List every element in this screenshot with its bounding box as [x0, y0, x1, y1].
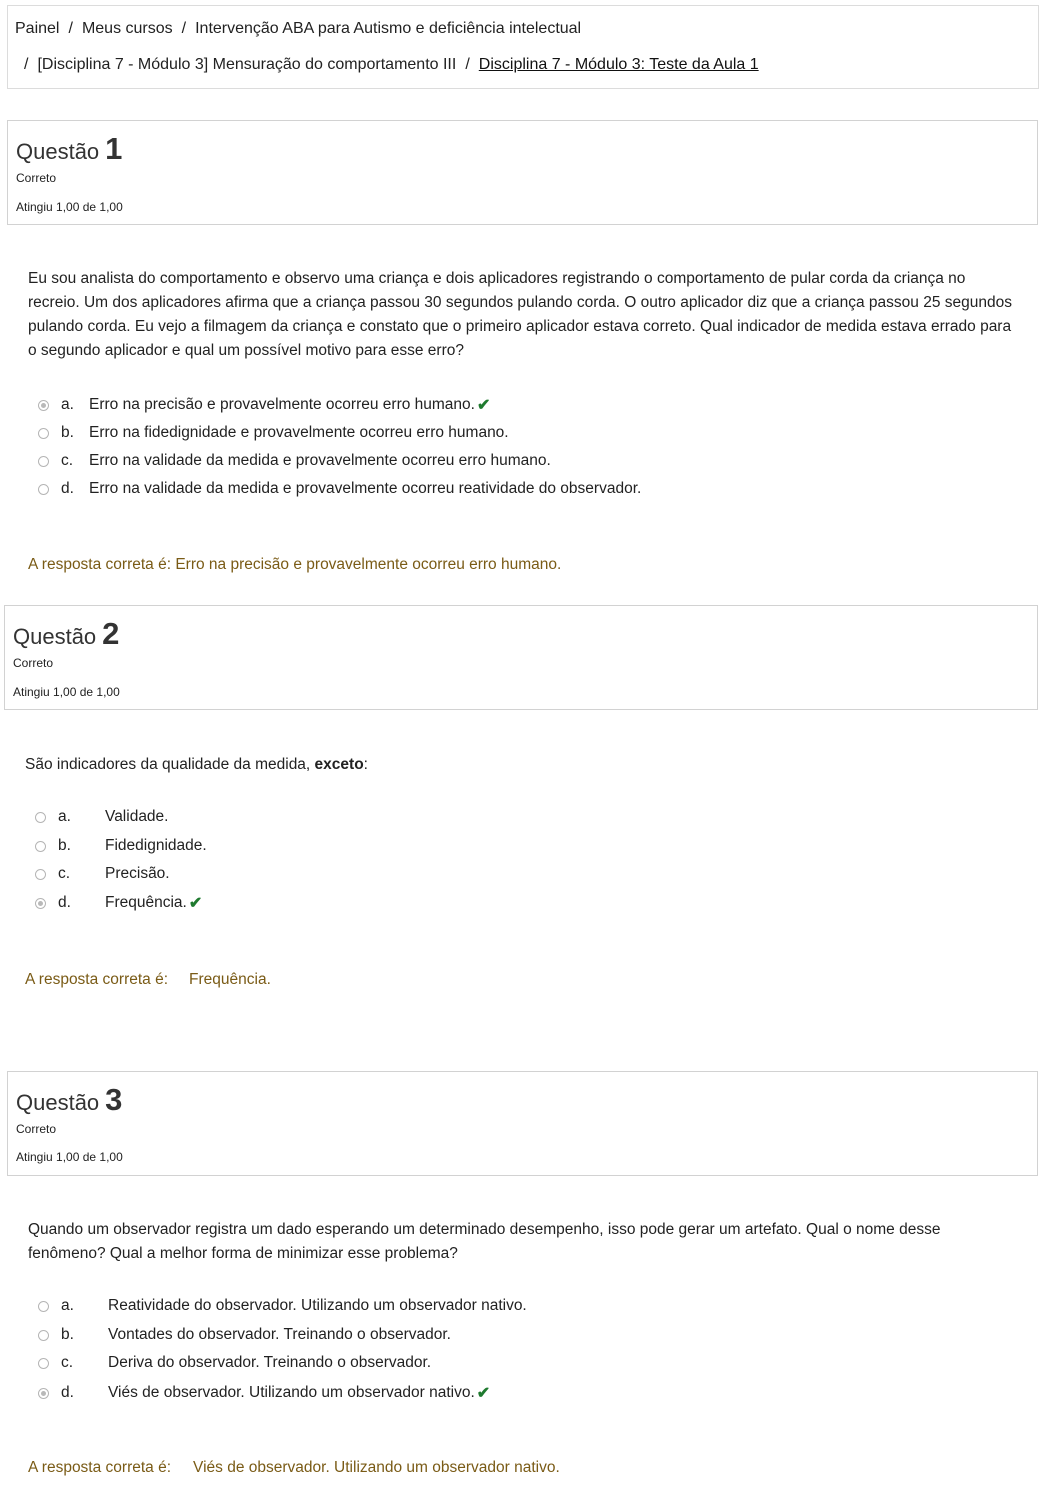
option-letter: d. — [58, 894, 71, 911]
checkmark-icon: ✔ — [188, 895, 203, 912]
feedback-answer: Frequência. — [189, 971, 271, 988]
option-letter: a. — [58, 808, 71, 825]
question-text-end: : — [363, 756, 368, 773]
option-text: Validade. — [105, 808, 169, 825]
question-1-grade: Atingiu 1,00 de 1,00 — [16, 200, 123, 214]
option-text: Fidedignidade. — [105, 837, 207, 854]
option-text: Erro na validade da medida e provavelmente ocorreu reatividade do observador. — [89, 480, 642, 497]
option-text: Precisão. — [105, 865, 170, 882]
option-text: Erro na precisão e provavelmente ocorreu erro humano. — [89, 396, 475, 413]
question-1-state: Correto — [16, 171, 57, 185]
feedback-label: A resposta correta é: — [28, 1459, 172, 1476]
option-text: Frequência. — [105, 894, 187, 911]
option-letter: a. — [61, 396, 74, 413]
question-2-text — [25, 753, 1015, 777]
question-2-state: Correto — [13, 656, 54, 670]
question-number: 3 — [105, 1082, 123, 1117]
option-letter: c. — [61, 452, 74, 469]
feedback-label: A resposta correta é: — [25, 971, 169, 988]
radio-button[interactable] — [35, 812, 46, 823]
feedback-answer: Viés de observador. Utilizando um observador nativo. — [193, 1459, 560, 1476]
question-3-option-c[interactable] — [38, 1354, 431, 1372]
question-2-info — [4, 605, 1038, 710]
question-2-option-b[interactable] — [35, 837, 207, 855]
radio-button[interactable] — [35, 898, 46, 909]
option-text: Erro na fidedignidade e provavelmente ocorreu erro humano. — [89, 424, 509, 441]
radio-button[interactable] — [38, 456, 49, 467]
checkmark-icon: ✔ — [476, 1385, 491, 1402]
question-2-title — [13, 616, 119, 652]
breadcrumb-meus-cursos-link[interactable]: Meus cursos — [81, 20, 173, 37]
question-text-bold: exceto — [314, 756, 364, 773]
option-letter: b. — [61, 1326, 74, 1343]
question-label: Questão — [16, 1090, 100, 1115]
question-text-plain: São indicadores da qualidade da medida, — [25, 756, 315, 773]
question-1-option-b[interactable] — [38, 424, 509, 442]
option-text: Erro na validade da medida e provavelmente ocorreu erro humano. — [89, 452, 551, 469]
question-2-grade: Atingiu 1,00 de 1,00 — [13, 685, 120, 699]
question-number: 1 — [105, 131, 123, 166]
breadcrumb-separator: / — [24, 56, 29, 73]
breadcrumb-course-link[interactable]: Intervenção ABA para Autismo e deficiência intelectual — [195, 20, 582, 37]
radio-button[interactable] — [38, 1358, 49, 1369]
question-1-feedback: A resposta correta é: Erro na precisão e provavelmente ocorreu erro humano. — [28, 556, 562, 573]
option-letter: a. — [61, 1297, 74, 1314]
question-1-info — [7, 120, 1038, 225]
question-3-info — [7, 1071, 1038, 1176]
radio-button[interactable] — [38, 1330, 49, 1341]
option-letter: b. — [61, 424, 74, 441]
breadcrumb-line-1 — [15, 20, 581, 38]
radio-button[interactable] — [38, 400, 49, 411]
question-3-title — [16, 1082, 122, 1118]
radio-button[interactable] — [35, 841, 46, 852]
question-1-option-c[interactable] — [38, 452, 551, 470]
question-2-option-c[interactable] — [35, 865, 170, 883]
option-letter: c. — [58, 865, 71, 882]
question-label: Questão — [13, 624, 97, 649]
question-3-option-b[interactable] — [38, 1326, 451, 1344]
option-text: Vontades do observador. Treinando o observador. — [108, 1326, 451, 1343]
question-3-feedback — [28, 1459, 560, 1477]
option-text: Deriva do observador. Treinando o observador. — [108, 1354, 432, 1371]
radio-button[interactable] — [38, 484, 49, 495]
question-1-title — [16, 131, 122, 167]
option-letter: b. — [58, 837, 71, 854]
question-1-option-d[interactable] — [38, 480, 641, 498]
radio-button[interactable] — [35, 869, 46, 880]
question-1-option-a[interactable] — [38, 395, 490, 415]
breadcrumb-separator: / — [465, 56, 470, 73]
question-1-text: Eu sou analista do comportamento e observo uma criança e dois aplicadores registrando o comportamento de pular corda da criança no recreio. Um dos aplicadores afirma que a criança passou 30 segundos pulando corda. O outro aplicador diz que a criança passou 25 segundos pulando corda. Eu vejo a filmagem da criança e constato que o primeiro aplicador estava correto. Qual indicador de medida estava errado para o segundo aplicador e qual um possível motivo para esse erro? — [28, 270, 1012, 359]
breadcrumb-quiz-link[interactable]: Disciplina 7 - Módulo 3: Teste da Aula 1 — [478, 56, 759, 73]
checkmark-icon: ✔ — [476, 397, 491, 414]
radio-button[interactable] — [38, 428, 49, 439]
radio-button[interactable] — [38, 1388, 49, 1399]
question-2-option-d[interactable] — [35, 893, 202, 913]
question-label: Questão — [16, 139, 100, 164]
breadcrumb — [7, 5, 1039, 89]
option-letter: c. — [61, 1354, 74, 1371]
question-number: 2 — [102, 616, 120, 651]
breadcrumb-separator: / — [181, 20, 187, 37]
question-3-state: Correto — [16, 1122, 57, 1136]
option-letter: d. — [61, 480, 74, 497]
radio-button[interactable] — [38, 1301, 49, 1312]
breadcrumb-separator: / — [68, 20, 73, 37]
breadcrumb-section-link[interactable]: [Disciplina 7 - Módulo 3] Mensuração do comportamento III — [37, 56, 457, 73]
option-letter: d. — [61, 1384, 74, 1401]
breadcrumb-line-2 — [24, 56, 759, 74]
question-3-grade: Atingiu 1,00 de 1,00 — [16, 1150, 123, 1164]
question-3-option-a[interactable] — [38, 1297, 527, 1315]
question-2-option-a[interactable] — [35, 808, 168, 826]
option-text: Reatividade do observador. Utilizando um observador nativo. — [108, 1297, 527, 1314]
question-3-option-d[interactable] — [38, 1383, 490, 1403]
breadcrumb-painel-link[interactable]: Painel — [15, 20, 60, 37]
option-text: Viés de observador. Utilizando um observador nativo. — [108, 1384, 475, 1401]
question-3-text: Quando um observador registra um dado esperando um determinado desempenho, isso pode gerar um artefato. Qual o nome desse fenômeno? Qual a melhor forma de minimizar esse problema? — [28, 1221, 941, 1262]
question-2-feedback — [25, 971, 271, 989]
